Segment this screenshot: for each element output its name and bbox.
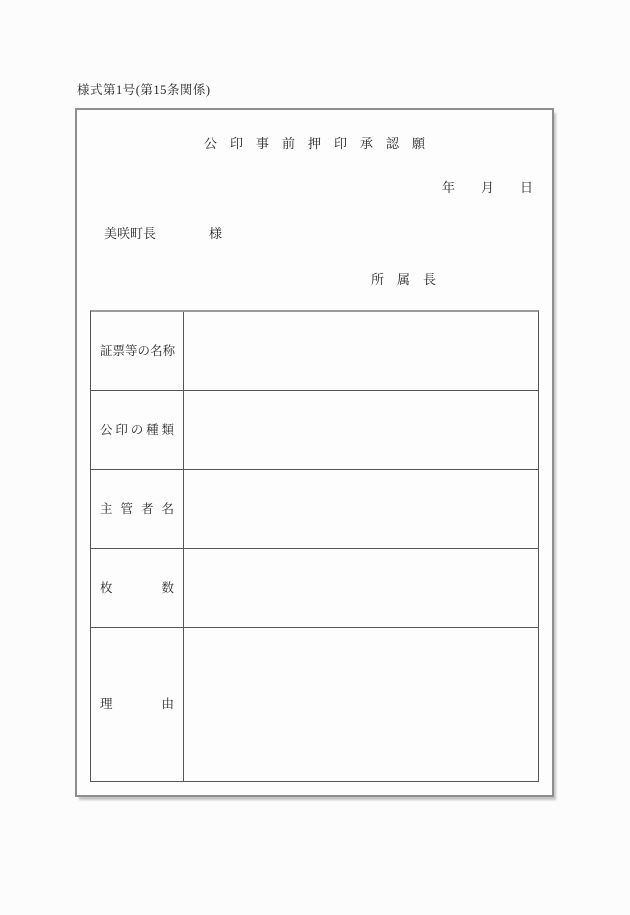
recipient-name: 美咲町長 (104, 226, 157, 241)
row-value-cell (184, 312, 538, 390)
form-number-label: 様式第1号(第15条関係) (77, 83, 211, 97)
row-value-cell (184, 391, 538, 469)
row-label: 公 印 の 種 類 (100, 422, 174, 437)
table-row-sheet-count (91, 549, 538, 628)
table-row-shouhyou-name (91, 312, 538, 391)
row-value-cell (184, 549, 538, 627)
row-label-cell (91, 391, 184, 469)
table-row-supervisor-name (91, 470, 538, 549)
table-row-seal-type (91, 391, 538, 470)
date-line: 年 月 日 (441, 180, 533, 195)
row-label-cell (91, 312, 184, 390)
row-label-cell (91, 628, 184, 781)
form-title: 公 印 事 前 押 印 承 認 願 (203, 136, 425, 151)
row-label: 証 票 等 の 名 称 (100, 343, 176, 358)
row-value-cell (184, 628, 538, 781)
recipient-line (104, 223, 222, 242)
row-label-cell (91, 549, 184, 627)
row-label: 主 管 者 名 (100, 501, 174, 516)
row-value-cell (184, 470, 538, 548)
row-label: 枚 数 (100, 580, 174, 595)
recipient-honorific: 様 (209, 226, 223, 241)
table-row-reason (91, 628, 538, 781)
form-border-box (75, 108, 554, 797)
row-label: 理 由 (100, 697, 174, 712)
row-label-cell (91, 470, 184, 548)
sender-title: 所 属 長 (371, 272, 437, 287)
application-table (90, 310, 539, 782)
